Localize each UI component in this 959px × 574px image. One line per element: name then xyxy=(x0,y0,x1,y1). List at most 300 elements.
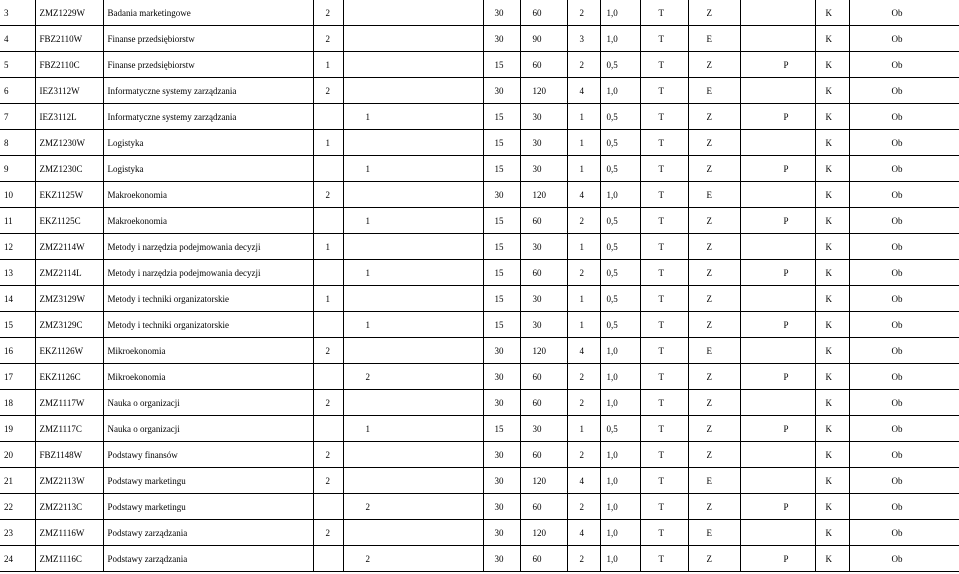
lecture-hours-weekly-cell xyxy=(313,442,343,468)
hours-total: 120 xyxy=(532,189,546,200)
course-code-cell xyxy=(35,312,103,338)
course-name-cell xyxy=(103,260,313,286)
lecture-hours-weekly-cell xyxy=(313,468,343,494)
course-name-cell xyxy=(103,156,313,182)
lecture-hours-weekly: 2 xyxy=(325,449,330,460)
type-code-cell xyxy=(640,546,688,572)
k-flag-cell xyxy=(815,364,849,390)
obligatory-flag: Ob xyxy=(891,475,903,486)
ects-factor: 0,5 xyxy=(606,215,618,226)
type-code-cell xyxy=(640,52,688,78)
ects-factor-cell xyxy=(600,416,640,442)
obligatory-flag: Ob xyxy=(891,189,903,200)
course-name-cell xyxy=(103,364,313,390)
credit-form-cell xyxy=(688,182,740,208)
course-number: 15 xyxy=(4,319,13,330)
course-number-cell xyxy=(0,156,35,182)
hours-semester: 30 xyxy=(494,501,504,512)
obligatory-flag: Ob xyxy=(891,319,903,330)
course-code-cell xyxy=(35,494,103,520)
practical-flag: P xyxy=(783,423,789,434)
k-flag: K xyxy=(825,137,832,148)
table-row xyxy=(0,182,959,208)
credit-form: E xyxy=(706,345,712,356)
course-number: 3 xyxy=(4,7,9,18)
ects-points-cell xyxy=(567,312,600,338)
hours-total: 60 xyxy=(532,371,542,382)
type-code: T xyxy=(658,527,664,538)
course-name-cell xyxy=(103,416,313,442)
ects-factor: 0,5 xyxy=(606,241,618,252)
ects-factor-cell xyxy=(600,338,640,364)
hours-total-cell xyxy=(520,26,567,52)
k-flag-cell xyxy=(815,390,849,416)
class-hours-weekly-cell xyxy=(343,260,483,286)
ects-points-cell xyxy=(567,234,600,260)
credit-form-cell xyxy=(688,260,740,286)
credit-form: Z xyxy=(706,59,712,70)
hours-total: 60 xyxy=(532,7,542,18)
hours-semester: 15 xyxy=(494,267,504,278)
ects-factor: 0,5 xyxy=(606,319,618,330)
hours-semester: 15 xyxy=(494,111,504,122)
obligatory-flag: Ob xyxy=(891,85,903,96)
practical-flag-cell xyxy=(740,156,815,182)
course-name-cell xyxy=(103,312,313,338)
class-hours-weekly: 2 xyxy=(365,553,370,564)
hours-semester-cell xyxy=(483,26,520,52)
lecture-hours-weekly: 1 xyxy=(325,293,330,304)
ects-points: 1 xyxy=(579,137,584,148)
course-code-cell xyxy=(35,442,103,468)
class-hours-weekly-cell xyxy=(343,286,483,312)
table-row xyxy=(0,520,959,546)
credit-form-cell xyxy=(688,0,740,26)
lecture-hours-weekly: 2 xyxy=(325,189,330,200)
course-number-cell xyxy=(0,104,35,130)
hours-semester: 30 xyxy=(494,33,504,44)
hours-semester: 30 xyxy=(494,475,504,486)
k-flag-cell xyxy=(815,260,849,286)
lecture-hours-weekly-cell xyxy=(313,104,343,130)
course-code: ZMZ3129W xyxy=(39,293,85,304)
credit-form: Z xyxy=(706,371,712,382)
k-flag: K xyxy=(825,33,832,44)
practical-flag-cell xyxy=(740,338,815,364)
practical-flag-cell xyxy=(740,26,815,52)
course-number-cell xyxy=(0,416,35,442)
type-code: T xyxy=(658,7,664,18)
ects-points-cell xyxy=(567,338,600,364)
course-number-cell xyxy=(0,26,35,52)
ects-factor: 1,0 xyxy=(606,7,618,18)
credit-form-cell xyxy=(688,364,740,390)
obligatory-flag-cell xyxy=(849,26,959,52)
obligatory-flag: Ob xyxy=(891,397,903,408)
type-code-cell xyxy=(640,104,688,130)
k-flag: K xyxy=(825,241,832,252)
credit-form-cell xyxy=(688,416,740,442)
ects-points-cell xyxy=(567,390,600,416)
practical-flag: P xyxy=(783,501,789,512)
practical-flag-cell xyxy=(740,416,815,442)
course-name-cell xyxy=(103,0,313,26)
lecture-hours-weekly-cell xyxy=(313,26,343,52)
course-code-cell xyxy=(35,520,103,546)
type-code-cell xyxy=(640,78,688,104)
table-row xyxy=(0,260,959,286)
ects-points: 2 xyxy=(579,449,584,460)
class-hours-weekly-cell xyxy=(343,390,483,416)
course-name-cell xyxy=(103,182,313,208)
hours-semester-cell xyxy=(483,208,520,234)
ects-points: 4 xyxy=(579,527,584,538)
course-code: ZMZ2114L xyxy=(39,267,82,278)
course-number: 24 xyxy=(4,553,13,564)
lecture-hours-weekly: 2 xyxy=(325,345,330,356)
ects-points: 2 xyxy=(579,371,584,382)
credit-form: Z xyxy=(706,319,712,330)
course-code-cell xyxy=(35,78,103,104)
k-flag-cell xyxy=(815,494,849,520)
type-code: T xyxy=(658,189,664,200)
ects-factor-cell xyxy=(600,312,640,338)
hours-semester: 15 xyxy=(494,163,504,174)
type-code-cell xyxy=(640,208,688,234)
k-flag-cell xyxy=(815,546,849,572)
hours-semester-cell xyxy=(483,104,520,130)
hours-semester-cell xyxy=(483,260,520,286)
table-row xyxy=(0,442,959,468)
course-number: 14 xyxy=(4,293,13,304)
class-hours-weekly: 1 xyxy=(365,319,370,330)
credit-form: E xyxy=(706,189,712,200)
ects-points: 1 xyxy=(579,163,584,174)
credit-form: Z xyxy=(706,553,712,564)
course-number: 4 xyxy=(4,33,9,44)
obligatory-flag-cell xyxy=(849,546,959,572)
k-flag: K xyxy=(825,475,832,486)
lecture-hours-weekly: 2 xyxy=(325,7,330,18)
ects-factor-cell xyxy=(600,156,640,182)
lecture-hours-weekly: 2 xyxy=(325,397,330,408)
course-code: FBZ1148W xyxy=(39,449,83,460)
hours-semester: 30 xyxy=(494,371,504,382)
k-flag-cell xyxy=(815,312,849,338)
course-name: Podstawy zarządzania xyxy=(107,553,188,564)
ects-points: 4 xyxy=(579,189,584,200)
course-code-cell xyxy=(35,468,103,494)
course-code-cell xyxy=(35,338,103,364)
table-row xyxy=(0,494,959,520)
k-flag-cell xyxy=(815,520,849,546)
obligatory-flag: Ob xyxy=(891,137,903,148)
credit-form: Z xyxy=(706,241,712,252)
lecture-hours-weekly-cell xyxy=(313,338,343,364)
type-code-cell xyxy=(640,364,688,390)
course-number-cell xyxy=(0,312,35,338)
course-number: 13 xyxy=(4,267,13,278)
ects-points-cell xyxy=(567,520,600,546)
lecture-hours-weekly-cell xyxy=(313,156,343,182)
practical-flag-cell xyxy=(740,52,815,78)
ects-factor-cell xyxy=(600,208,640,234)
ects-factor: 1,0 xyxy=(606,527,618,538)
course-code-cell xyxy=(35,260,103,286)
ects-points-cell xyxy=(567,104,600,130)
hours-total-cell xyxy=(520,104,567,130)
class-hours-weekly: 1 xyxy=(365,111,370,122)
hours-total: 60 xyxy=(532,59,542,70)
practical-flag: P xyxy=(783,553,789,564)
hours-total: 30 xyxy=(532,319,542,330)
obligatory-flag: Ob xyxy=(891,553,903,564)
type-code: T xyxy=(658,241,664,252)
lecture-hours-weekly: 1 xyxy=(325,137,330,148)
hours-semester-cell xyxy=(483,442,520,468)
hours-total: 60 xyxy=(532,449,542,460)
course-name: Podstawy marketingu xyxy=(107,501,186,512)
course-code: EKZ1126C xyxy=(39,371,81,382)
course-name: Informatyczne systemy zarządzania xyxy=(107,111,237,122)
course-number-cell xyxy=(0,546,35,572)
credit-form: E xyxy=(706,475,712,486)
credit-form: Z xyxy=(706,293,712,304)
obligatory-flag: Ob xyxy=(891,215,903,226)
credit-form-cell xyxy=(688,442,740,468)
hours-semester-cell xyxy=(483,494,520,520)
course-code: ZMZ1229W xyxy=(39,7,85,18)
table-row xyxy=(0,0,959,26)
practical-flag: P xyxy=(783,111,789,122)
hours-total: 60 xyxy=(532,501,542,512)
type-code-cell xyxy=(640,312,688,338)
hours-total: 60 xyxy=(532,553,542,564)
ects-points-cell xyxy=(567,26,600,52)
class-hours-weekly-cell xyxy=(343,130,483,156)
obligatory-flag: Ob xyxy=(891,241,903,252)
table-row xyxy=(0,338,959,364)
class-hours-weekly: 1 xyxy=(365,215,370,226)
hours-semester: 30 xyxy=(494,85,504,96)
ects-factor: 1,0 xyxy=(606,449,618,460)
course-code: ZMZ1230W xyxy=(39,137,85,148)
hours-total: 30 xyxy=(532,137,542,148)
credit-form-cell xyxy=(688,208,740,234)
k-flag: K xyxy=(825,7,832,18)
credit-form: Z xyxy=(706,267,712,278)
hours-total-cell xyxy=(520,52,567,78)
lecture-hours-weekly-cell xyxy=(313,312,343,338)
course-code-cell xyxy=(35,0,103,26)
table-row xyxy=(0,286,959,312)
lecture-hours-weekly: 1 xyxy=(325,241,330,252)
ects-factor-cell xyxy=(600,494,640,520)
course-code: ZMZ2113C xyxy=(39,501,83,512)
type-code: T xyxy=(658,85,664,96)
credit-form: Z xyxy=(706,397,712,408)
course-code: ZMZ3129C xyxy=(39,319,83,330)
course-name: Mikroekonomia xyxy=(107,371,166,382)
k-flag: K xyxy=(825,501,832,512)
hours-total: 30 xyxy=(532,293,542,304)
credit-form-cell xyxy=(688,78,740,104)
hours-total: 120 xyxy=(532,475,546,486)
hours-total-cell xyxy=(520,156,567,182)
course-name-cell xyxy=(103,546,313,572)
ects-factor: 1,0 xyxy=(606,475,618,486)
obligatory-flag-cell xyxy=(849,338,959,364)
hours-total-cell xyxy=(520,390,567,416)
k-flag-cell xyxy=(815,130,849,156)
course-number-cell xyxy=(0,52,35,78)
type-code: T xyxy=(658,553,664,564)
hours-semester-cell xyxy=(483,156,520,182)
type-code-cell xyxy=(640,260,688,286)
ects-factor-cell xyxy=(600,390,640,416)
obligatory-flag-cell xyxy=(849,182,959,208)
course-number: 10 xyxy=(4,189,13,200)
ects-factor: 0,5 xyxy=(606,137,618,148)
class-hours-weekly-cell xyxy=(343,234,483,260)
practical-flag: P xyxy=(783,371,789,382)
obligatory-flag: Ob xyxy=(891,267,903,278)
k-flag: K xyxy=(825,293,832,304)
hours-semester: 30 xyxy=(494,449,504,460)
obligatory-flag: Ob xyxy=(891,293,903,304)
practical-flag-cell xyxy=(740,260,815,286)
ects-factor: 1,0 xyxy=(606,553,618,564)
hours-total-cell xyxy=(520,208,567,234)
k-flag: K xyxy=(825,553,832,564)
practical-flag-cell xyxy=(740,0,815,26)
lecture-hours-weekly-cell xyxy=(313,182,343,208)
type-code-cell xyxy=(640,0,688,26)
course-number: 7 xyxy=(4,111,9,122)
hours-semester: 15 xyxy=(494,293,504,304)
ects-points-cell xyxy=(567,416,600,442)
practical-flag-cell xyxy=(740,234,815,260)
course-code-cell xyxy=(35,130,103,156)
credit-form-cell xyxy=(688,546,740,572)
ects-factor: 0,5 xyxy=(606,111,618,122)
course-code: IEZ3112L xyxy=(39,111,77,122)
type-code-cell xyxy=(640,442,688,468)
practical-flag: P xyxy=(783,163,789,174)
k-flag-cell xyxy=(815,182,849,208)
ects-factor-cell xyxy=(600,520,640,546)
practical-flag-cell xyxy=(740,182,815,208)
practical-flag-cell xyxy=(740,364,815,390)
hours-total-cell xyxy=(520,0,567,26)
course-number: 22 xyxy=(4,501,13,512)
ects-factor-cell xyxy=(600,130,640,156)
ects-points-cell xyxy=(567,260,600,286)
hours-total-cell xyxy=(520,416,567,442)
course-number-cell xyxy=(0,338,35,364)
k-flag: K xyxy=(825,111,832,122)
lecture-hours-weekly-cell xyxy=(313,130,343,156)
obligatory-flag-cell xyxy=(849,156,959,182)
obligatory-flag-cell xyxy=(849,520,959,546)
hours-semester-cell xyxy=(483,520,520,546)
obligatory-flag-cell xyxy=(849,104,959,130)
class-hours-weekly-cell xyxy=(343,364,483,390)
practical-flag-cell xyxy=(740,520,815,546)
hours-semester-cell xyxy=(483,416,520,442)
course-number-cell xyxy=(0,208,35,234)
lecture-hours-weekly: 2 xyxy=(325,85,330,96)
course-code: IEZ3112W xyxy=(39,85,80,96)
ects-factor: 0,5 xyxy=(606,293,618,304)
obligatory-flag-cell xyxy=(849,390,959,416)
ects-points: 1 xyxy=(579,423,584,434)
hours-semester-cell xyxy=(483,546,520,572)
type-code: T xyxy=(658,449,664,460)
course-number-cell xyxy=(0,234,35,260)
course-name: Metody i techniki organizatorskie xyxy=(107,319,230,330)
credit-form: E xyxy=(706,85,712,96)
course-name: Podstawy zarządzania xyxy=(107,527,188,538)
ects-points-cell xyxy=(567,52,600,78)
course-name: Finanse przedsiębiorstw xyxy=(107,33,195,44)
practical-flag-cell xyxy=(740,390,815,416)
ects-points: 3 xyxy=(579,33,584,44)
class-hours-weekly: 1 xyxy=(365,423,370,434)
class-hours-weekly-cell xyxy=(343,442,483,468)
obligatory-flag-cell xyxy=(849,494,959,520)
course-code-cell xyxy=(35,208,103,234)
hours-semester-cell xyxy=(483,286,520,312)
obligatory-flag: Ob xyxy=(891,7,903,18)
type-code: T xyxy=(658,371,664,382)
k-flag: K xyxy=(825,397,832,408)
ects-points: 2 xyxy=(579,59,584,70)
course-number: 19 xyxy=(4,423,13,434)
course-number-cell xyxy=(0,78,35,104)
ects-points: 1 xyxy=(579,293,584,304)
credit-form: Z xyxy=(706,137,712,148)
lecture-hours-weekly-cell xyxy=(313,234,343,260)
course-name-cell xyxy=(103,104,313,130)
lecture-hours-weekly-cell xyxy=(313,208,343,234)
course-code: EKZ1125C xyxy=(39,215,81,226)
ects-factor: 1,0 xyxy=(606,85,618,96)
course-code: ZMZ1117C xyxy=(39,423,82,434)
ects-factor: 0,5 xyxy=(606,423,618,434)
course-code: FBZ2110W xyxy=(39,33,83,44)
k-flag: K xyxy=(825,423,832,434)
course-name: Mikroekonomia xyxy=(107,345,166,356)
obligatory-flag-cell xyxy=(849,416,959,442)
course-name: Logistyka xyxy=(107,163,144,174)
obligatory-flag: Ob xyxy=(891,449,903,460)
course-number: 23 xyxy=(4,527,13,538)
ects-points: 1 xyxy=(579,111,584,122)
type-code: T xyxy=(658,111,664,122)
credit-form-cell xyxy=(688,130,740,156)
course-number-cell xyxy=(0,364,35,390)
hours-total-cell xyxy=(520,494,567,520)
course-code: ZMZ1230C xyxy=(39,163,83,174)
course-number-cell xyxy=(0,520,35,546)
k-flag: K xyxy=(825,267,832,278)
obligatory-flag: Ob xyxy=(891,59,903,70)
ects-factor-cell xyxy=(600,546,640,572)
table-row xyxy=(0,26,959,52)
k-flag-cell xyxy=(815,104,849,130)
credit-form-cell xyxy=(688,390,740,416)
